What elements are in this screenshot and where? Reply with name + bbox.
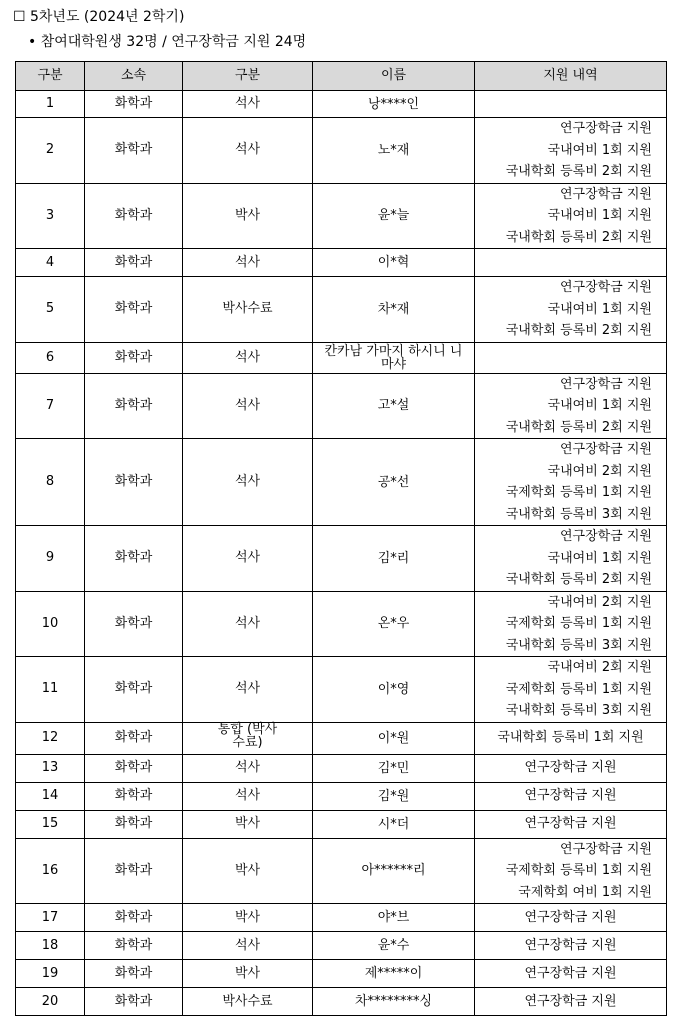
support-line: 국내여비 1회 지원 xyxy=(547,301,652,317)
row-department: 화학과 xyxy=(85,988,183,1016)
support-line: 국제학회 등록비 1회 지원 xyxy=(505,616,652,631)
degree-text: 박사 xyxy=(234,909,261,925)
degree-text: 통합 (박사수료) xyxy=(217,721,278,750)
row-number: 8 xyxy=(16,439,85,526)
name-text: 윤*늘 xyxy=(377,208,410,224)
name-text: 온*우 xyxy=(377,616,410,632)
row-department: 화학과 xyxy=(85,591,183,657)
row-department: 화학과 xyxy=(85,960,183,988)
name-text: 이*혁 xyxy=(377,255,410,270)
support-line: 연구장학금 지원 xyxy=(524,788,617,804)
support-line: 연구장학금 지원 xyxy=(559,280,652,295)
row-department: 화학과 xyxy=(85,838,183,904)
row-support xyxy=(475,249,667,277)
name-text: 칸카남 가마지 하시니 니마샤 xyxy=(324,343,463,372)
row-department: 화학과 xyxy=(85,782,183,810)
row-name xyxy=(313,782,475,810)
row-number: 19 xyxy=(16,960,85,988)
row-degree xyxy=(183,373,313,439)
row-number: 11 xyxy=(16,657,85,723)
support-line: 국내여비 2회 지원 xyxy=(547,594,652,610)
row-support xyxy=(475,960,667,988)
row-degree xyxy=(183,657,313,723)
support-line: 연구장학금 지원 xyxy=(524,909,617,925)
row-support xyxy=(475,439,667,526)
degree-text: 박사 xyxy=(234,965,261,981)
row-support xyxy=(475,342,667,373)
row-support xyxy=(475,118,667,184)
row-department: 화학과 xyxy=(85,932,183,960)
row-number: 6 xyxy=(16,342,85,373)
support-line: 연구장학금 지원 xyxy=(559,186,652,202)
row-department: 화학과 xyxy=(85,526,183,592)
row-number: 15 xyxy=(16,810,85,838)
row-department: 화학과 xyxy=(85,277,183,343)
table-row xyxy=(16,988,667,1016)
row-number: 3 xyxy=(16,183,85,249)
table-row xyxy=(16,960,667,988)
row-degree xyxy=(183,439,313,526)
name-text: 김*민 xyxy=(377,760,410,776)
name-text: 노*재 xyxy=(377,142,410,158)
row-department: 화학과 xyxy=(85,904,183,932)
row-name xyxy=(313,988,475,1016)
row-name xyxy=(313,439,475,526)
row-support xyxy=(475,782,667,810)
degree-text: 석사 xyxy=(234,142,261,158)
degree-text: 석사 xyxy=(234,760,261,775)
col-header-no: 구분 xyxy=(16,62,85,91)
row-number: 4 xyxy=(16,249,85,277)
row-number: 2 xyxy=(16,118,85,184)
section-title: ☐ 5차년도 (2024년 2학기) xyxy=(13,9,185,25)
table-row xyxy=(16,657,667,723)
col-header-dept: 소속 xyxy=(85,62,183,91)
table-row xyxy=(16,118,667,184)
degree-text: 석사 xyxy=(234,615,261,631)
row-support xyxy=(475,591,667,657)
row-degree xyxy=(183,249,313,277)
name-text: 이*영 xyxy=(377,681,410,697)
row-number: 1 xyxy=(16,91,85,118)
row-support xyxy=(475,754,667,782)
degree-text: 박사 xyxy=(234,816,261,831)
table-row xyxy=(16,183,667,249)
row-support xyxy=(475,722,667,754)
row-department: 화학과 xyxy=(85,373,183,439)
support-line: 국내학회 등록비 3회 지원 xyxy=(505,506,652,522)
row-name xyxy=(313,249,475,277)
support-line: 국내여비 1회 지원 xyxy=(547,398,652,413)
row-number: 20 xyxy=(16,988,85,1016)
col-header-name: 이름 xyxy=(313,62,475,91)
row-degree xyxy=(183,526,313,592)
row-degree xyxy=(183,782,313,810)
name-text: 김*원 xyxy=(377,788,410,804)
row-number: 5 xyxy=(16,277,85,343)
support-line: 연구장학금 지원 xyxy=(559,841,652,857)
row-support xyxy=(475,657,667,723)
row-number: 17 xyxy=(16,904,85,932)
row-support xyxy=(475,183,667,249)
row-name xyxy=(313,838,475,904)
row-support xyxy=(475,932,667,960)
row-support xyxy=(475,277,667,343)
support-line: 국제학회 여비 1회 지원 xyxy=(518,884,652,900)
degree-text: 석사 xyxy=(234,349,261,365)
row-support xyxy=(475,526,667,592)
row-number: 12 xyxy=(16,722,85,754)
row-number: 14 xyxy=(16,782,85,810)
support-line: 연구장학금 지원 xyxy=(524,993,617,1009)
degree-text: 석사 xyxy=(234,788,261,803)
row-degree xyxy=(183,183,313,249)
participant-summary: • 참여대학원생 32명 / 연구장학금 지원 24명 xyxy=(28,34,307,50)
degree-text: 박사 xyxy=(234,862,261,878)
row-degree xyxy=(183,904,313,932)
name-text: 이*원 xyxy=(377,730,410,746)
support-line: 국내여비 2회 지원 xyxy=(547,660,652,675)
support-line: 국제학회 등록비 1회 지원 xyxy=(505,485,652,500)
table-row xyxy=(16,722,667,754)
row-support xyxy=(475,988,667,1016)
name-text: 차********싱 xyxy=(354,994,433,1009)
row-department: 화학과 xyxy=(85,118,183,184)
row-name xyxy=(313,657,475,723)
row-degree xyxy=(183,118,313,184)
name-text: 아******리 xyxy=(361,863,426,879)
row-name xyxy=(313,754,475,782)
degree-text: 석사 xyxy=(234,681,261,697)
support-line: 국내학회 등록비 1회 지원 xyxy=(497,730,644,746)
row-degree xyxy=(183,722,313,754)
table-row xyxy=(16,591,667,657)
row-degree xyxy=(183,960,313,988)
support-line: 국내학회 등록비 3회 지원 xyxy=(505,637,652,653)
table-row xyxy=(16,754,667,782)
row-name xyxy=(313,91,475,118)
row-name xyxy=(313,722,475,754)
row-name xyxy=(313,960,475,988)
degree-text: 박사 xyxy=(234,207,261,223)
table-row xyxy=(16,526,667,592)
row-department: 화학과 xyxy=(85,183,183,249)
row-name xyxy=(313,810,475,838)
name-text: 낭****인 xyxy=(367,96,420,112)
support-line: 국내여비 1회 지원 xyxy=(547,142,652,158)
row-degree xyxy=(183,988,313,1016)
row-name xyxy=(313,342,475,373)
table-row xyxy=(16,439,667,526)
row-name xyxy=(313,118,475,184)
row-department: 화학과 xyxy=(85,439,183,526)
table-row xyxy=(16,932,667,960)
row-number: 7 xyxy=(16,373,85,439)
name-text: 윤*수 xyxy=(377,938,410,953)
support-line: 국내여비 1회 지원 xyxy=(547,208,652,223)
support-line: 연구장학금 지원 xyxy=(559,121,652,136)
table-row xyxy=(16,342,667,373)
row-support xyxy=(475,810,667,838)
row-degree xyxy=(183,810,313,838)
degree-text: 석사 xyxy=(234,96,261,111)
row-degree xyxy=(183,91,313,118)
table-row xyxy=(16,838,667,904)
col-header-support: 지원 내역 xyxy=(475,62,667,91)
row-support xyxy=(475,91,667,118)
name-text: 시*더 xyxy=(377,816,410,832)
row-number: 10 xyxy=(16,591,85,657)
support-line: 국내학회 등록비 3회 지원 xyxy=(505,703,652,718)
support-line: 국제학회 등록비 1회 지원 xyxy=(505,681,652,697)
row-department: 화학과 xyxy=(85,657,183,723)
row-department: 화학과 xyxy=(85,810,183,838)
col-header-degree: 구분 xyxy=(183,62,313,91)
row-name xyxy=(313,904,475,932)
support-line: 연구장학금 지원 xyxy=(524,816,617,832)
support-line: 연구장학금 지원 xyxy=(524,760,617,776)
support-line: 국내학회 등록비 2회 지원 xyxy=(505,419,652,435)
support-line: 연구장학금 지원 xyxy=(559,529,652,544)
row-degree xyxy=(183,277,313,343)
support-table xyxy=(15,61,667,1016)
row-name xyxy=(313,932,475,960)
table-row xyxy=(16,91,667,118)
row-degree xyxy=(183,591,313,657)
table-body xyxy=(16,91,667,1016)
support-line: 연구장학금 지원 xyxy=(559,376,652,392)
name-text: 차*재 xyxy=(377,301,410,317)
row-number: 13 xyxy=(16,754,85,782)
table-row xyxy=(16,810,667,838)
row-department: 화학과 xyxy=(85,249,183,277)
name-text: 고*설 xyxy=(377,398,410,414)
support-line: 국제학회 등록비 1회 지원 xyxy=(505,863,652,878)
row-department: 화학과 xyxy=(85,342,183,373)
degree-text: 석사 xyxy=(234,254,261,270)
table-row xyxy=(16,782,667,810)
table-row xyxy=(16,249,667,277)
name-text: 김*리 xyxy=(377,550,410,566)
table-row xyxy=(16,373,667,439)
row-department: 화학과 xyxy=(85,722,183,754)
support-line: 연구장학금 지원 xyxy=(559,442,652,457)
row-support xyxy=(475,373,667,439)
row-name xyxy=(313,373,475,439)
row-support xyxy=(475,838,667,904)
degree-text: 석사 xyxy=(234,937,261,953)
support-line: 연구장학금 지원 xyxy=(524,937,617,953)
name-text: 제*****이 xyxy=(364,966,423,981)
degree-text: 석사 xyxy=(234,397,261,413)
row-number: 9 xyxy=(16,526,85,592)
row-name xyxy=(313,183,475,249)
degree-text: 박사수료 xyxy=(222,993,273,1009)
row-department: 화학과 xyxy=(85,91,183,118)
row-number: 18 xyxy=(16,932,85,960)
degree-text: 박사수료 xyxy=(222,301,273,317)
support-line: 국내학회 등록비 2회 지원 xyxy=(505,164,652,179)
table-header-row xyxy=(16,62,667,91)
name-text: 공*선 xyxy=(377,474,410,490)
row-name xyxy=(313,526,475,592)
support-line: 국내학회 등록비 2회 지원 xyxy=(505,229,652,245)
row-degree xyxy=(183,838,313,904)
degree-text: 석사 xyxy=(234,474,261,489)
support-line: 국내학회 등록비 2회 지원 xyxy=(505,323,652,338)
row-degree xyxy=(183,342,313,373)
degree-text: 석사 xyxy=(234,550,261,566)
row-degree xyxy=(183,932,313,960)
table-row xyxy=(16,277,667,343)
support-line: 국내여비 2회 지원 xyxy=(547,463,652,479)
table-row xyxy=(16,904,667,932)
row-support xyxy=(475,904,667,932)
row-name xyxy=(313,591,475,657)
row-degree xyxy=(183,754,313,782)
row-number: 16 xyxy=(16,838,85,904)
support-line: 국내학회 등록비 2회 지원 xyxy=(505,572,652,587)
support-line: 국내여비 1회 지원 xyxy=(547,550,652,566)
name-text: 야*브 xyxy=(377,910,410,925)
row-department: 화학과 xyxy=(85,754,183,782)
support-line: 연구장학금 지원 xyxy=(524,965,617,981)
row-name xyxy=(313,277,475,343)
